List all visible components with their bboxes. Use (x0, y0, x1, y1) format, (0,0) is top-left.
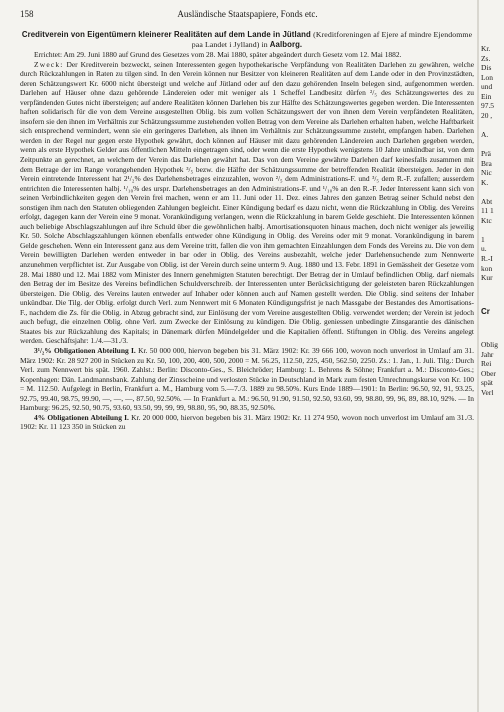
fragment-line: R.-I (481, 254, 493, 264)
heading-subtitle: (Kreditforeningen af Ejere af mindre Ejendomme paa Landet i Jylland) in (191, 30, 473, 49)
fragment-line: Prä (481, 149, 491, 159)
fragment-line: 1 (481, 234, 485, 244)
fragment-line: Nic (481, 168, 492, 178)
series-text: Kr. 50 000 000, hiervon begeben bis 31. März 1902: Kr. 39 666 100, wovon noch unverlost in Umlauf am 31. März 1902: Kr. 28 927 200 in Stücken zu Kr. 50, 100, 200, 400, 500, 2000 = M. 56.25, 112.50, 225, 450, 562.50, 2250. Zs.: 1. Jan., 1. Juli. Tilg.: Durch Verl. zum Nennwert bis spät. 1960. Zahlst.: Berlin: Disconto-Ges., S. Bleichröder; Hamburg: L. Behrens & Söhne; Frankfurt a. M.: Disconto-Ges.; Kopenhagen: Dän. Landmannsbank. Zahlung der Zinsscheine und verlosten Stücke in Deutschland in Mark zum festen Umrechnungskurse von Kr. 100 = M. 112.50. Aufgelegt in Berlin, Frankfurt a. M., Hamburg vom 5.—7./3. 1889 zu 98.50%. Kurs Ende 1889—1901: In Berlin: 96.50, 92, 91, 93.25, 92.75, 99.40, 98.75, 99.90, —, —, —, 87.50, 92.50%. — In Frankfurt a. M.: 96.50, 91.90, 91.50, 92.50, 93.60, 99, 98.80, 99, 96, 89, 88.10, 92%. — In Hamburg: 96.25, 92.50, 90.75, 93.60, 93.50, 99, 99, 99, 98.80, 95, 90, 88.35, 92.50%. (20, 345, 474, 413)
fragment-gap (481, 283, 504, 307)
fragment-line (481, 225, 504, 235)
fragment-line: Verl (481, 387, 494, 397)
fragment-line: Rei (481, 359, 492, 369)
page-gutter (477, 0, 479, 712)
zweck-text: Der Kreditverein bezweckt, seinen Interessenten gegen hypothekarische Verpfändung von Realitäten Darlehen zu gewähren, welche durch Rückzahlungen in Raten zu tilgen sind. In den Verein können nur Besitzer von kleineren Realitäten auf dem Lande oder in den Provinzstädten, deren Schätzungswert Kr. 6000 nicht übersteigt und welche auf Jütland oder auf den dazu gehörenden Inseln belegen sind, aufgenommen werden. Darlehen auf Häuser ohne dazu gehörende Ländereien oder mit weniger als 1 Scheffel Landbesitz dürfen ²/₅ des Schätzungswertes des zu verpfändenden Gutes nicht übersteigen; auf andere Realitäten können Darlehen bis zur Hälfte des Schätzungswertes gegeben werden. Die Interessenten haften solidarisch für die von dem Vereine ausgestellten Oblig. bis zum vollen Schätzungswert der von ihnen dem Verein verpfändeten Realitäten, insofern sie den ihnen im Verhältnis zur Schätzungssumme zustehenden vollen Betrag von dem Vereine als Darlehen erhalten haben, welche Haftbarkeit sich entsprechend vermindert, wenn sie ein geringeres Darlehen, als ihnen im Verhältnis zur Schätzungssumme zusteht, empfangen haben. Darlehen werden in der Regel nur gegen erste Hypothek gewährt, doch können auf Häuser mit dazu gehörenden Ländereien auch Darlehen gegeben werden, wenn als erste Hypothek Gelder aus öffentlichen Mitteln eingetragen sind, oder wenn die erste Hypothek wenigstens 10 Jahre unkündbar ist, von dem Zeitpunkte an gerechnet, an welchem der Verein das Darlehen gewährt hat. Das von dem Vereine gewährte Darlehen darf keinesfalls zusammen mit dem Betrage der im Range vorangehenden Hypothek ³/₅ bezw. die Hälfte der Schätzungssumme der betreffenden Realität übersteigen. Jeder in den Verein eintretende Interessent hat 2¹/₂% des Darlehensbetrages einzuzahlen, wovon ²/₅ dem Administrations-F. und ³/₅ dem R.-F. zufallen; ausserdem entrichten die Interessenten halbj. ¹/₁₀% des urspr. Darlehensbetrages an den Administrations-F. und ¹/₁₀% an den R.-F. Jeder Interessent kann sich von seinen Verbindlichkeiten gegen den Verein frei machen, wenn er am 11. Juni oder 11. Dez. eines Jahres den ganzen Betrag seiner Schuld nebst den sonstigen ihm nach den Statuten obliegenden Zahlungen begleicht. Einer Kündigung bedarf es dazu nicht, wenn die Rückzahlung in Oblig. des Vereins erfolgt, dagegen kann der Verein eine 9 monat. Vorankündigung verlangen, wenn die Rückzahlung in barem Gelde geschieht. Die Interessenten können auch beliebige Abschlagszahlungen auf ihre Schuld über die gewöhnlichen halbj. Amortisationsquoten hinaus machen, doch nicht weniger als jeweilig Kr. 50. Solche Abschlagszahlungen können ebenfalls entweder ohne Kündigung in Oblig. des Vereins oder mit 9 monat. Vorankündigung in barem Gelde geschehen. Wenn ein Interessent ganz aus dem Vereine tritt, fallen die von ihm gemachten Einzahlungen dem Fonds des Vereins zu. Die von dem Verein bewilligten Darlehen werden entweder in bar oder in Oblig. des Vereins ausbezahlt, welche jeder Darlehensuchende zum Nennwerte anzunehmen verpflichtet ist. Zur Ausgabe von Oblig. ist der Verein durch seine unterm 9. Aug. 1880 und 13. Febr. 1891 in Gemässheit der Gesetze vom 28. Mai 1880 und 12. Mai 1882 vom Minister des Innern genehmigten Statuten berechtigt. Der Betrag der in Umlauf befindlichen Oblig. darf niemals den Betrag der im Besitze des Vereins befindlichen Schuldverschreib. der Interessenten unter Berücksichtigung der geleisteten baren Rückzahlungen übersteigen. Die Oblig. des Vereins lauten entweder auf Inhaber oder können auch auf Namen gestellt werden. Die Oblig. sind seitens der Inhaber unkündbar. Die Tilg. der Oblig. erfolgt durch Verl. zum Nennwert mit 6 Monaten Kündigungsfrist je nach Massgabe der Bestandes des Amortisations-F., nachdem die Zs. für die Oblig. in Abzug gebracht sind, zur Einlösung der vom Vereine ausgestellten Oblig. verwendet werden; der Verein ist jedoch auch befugt, die einzelnen Oblig. ohne Verl. zum Zwecke der Einlösung zu kündigen. Die Oblig. geniessen unbedingte Zinsgarantie des dänischen Staates bis zur Rückzahlung des Kapitals; in Dänemark dürfen Mündelgelder und die Kapitalien öffentl. Stiftungen in Oblig. des Vereins angelegt werden. (20, 59, 474, 346)
fragment-line: 11 1 (481, 206, 494, 216)
fragment-line: Oblig (481, 340, 498, 350)
series-heading: 3¹/₂% Obligationen Abteilung I. (34, 345, 136, 355)
fragment-line: Zs. (481, 53, 491, 63)
fragment-line: u. (481, 244, 487, 254)
fragment-heading: Cr (481, 306, 490, 316)
heading-city: Aalborg. (269, 40, 303, 49)
fragment-line: Ein (481, 91, 492, 101)
fragment-line: Ober (481, 368, 496, 378)
running-head (20, 8, 475, 20)
fragment-line: A. (481, 129, 489, 139)
fragment-line: Jahr (481, 349, 494, 359)
fragment-line: Kr. (481, 44, 491, 53)
adjacent-page-fragment (481, 44, 504, 712)
running-title: Ausländische Staatspapiere, Fonds etc. (177, 9, 318, 19)
fragment-line: Bra (481, 158, 492, 168)
fragment-line: 20 , (481, 110, 493, 120)
series-paragraph (20, 346, 474, 413)
fragment-gap (481, 316, 504, 340)
article-heading (20, 30, 474, 50)
heading-bold: Creditverein von Eigentümern kleinerer Realitäten auf dem Lande in Jütland (21, 30, 311, 39)
page-number: 158 (20, 9, 34, 19)
main-column (20, 30, 474, 712)
series-paragraph (20, 413, 474, 432)
fragment-line: kon (481, 263, 493, 273)
series-heading: 4% Obligationen Abteilung I. (34, 412, 129, 422)
fragment-line: Lon (481, 72, 493, 82)
fragment-line: K. (481, 177, 489, 187)
zweck-label: Zweck: (34, 59, 64, 69)
fragment-line: Abt (481, 196, 493, 206)
fragment-line: 97.5 (481, 101, 495, 111)
fragment-line (481, 187, 504, 197)
fragment-line: Kur (481, 273, 493, 283)
fragment-line: spät (481, 378, 493, 388)
fragment-line (481, 120, 504, 130)
paragraph-zweck (20, 60, 474, 346)
fragment-line: Dis (481, 63, 492, 73)
paragraph-errichtet: Errichtet: Am 29. Juni 1880 auf Grund des Gesetzes vom 28. Mai 1880, später abgeändert durch Gesetz vom 12. Mai 1882. (34, 50, 402, 59)
series-text: Kr. 20 000 000, hiervon begeben bis 31. März 1902: Kr. 11 274 950, wovon noch unverlost im Umlauf am 31./3. 1902: Kr. 11 123 350 in Stücken zu (20, 412, 474, 432)
fragment-line: und (481, 82, 493, 92)
fragment-line (481, 139, 504, 149)
fragment-line: Ktc (481, 215, 492, 225)
geschaeftsjahr: Geschäftsjahr: 1./4.—31./3. (45, 336, 129, 346)
